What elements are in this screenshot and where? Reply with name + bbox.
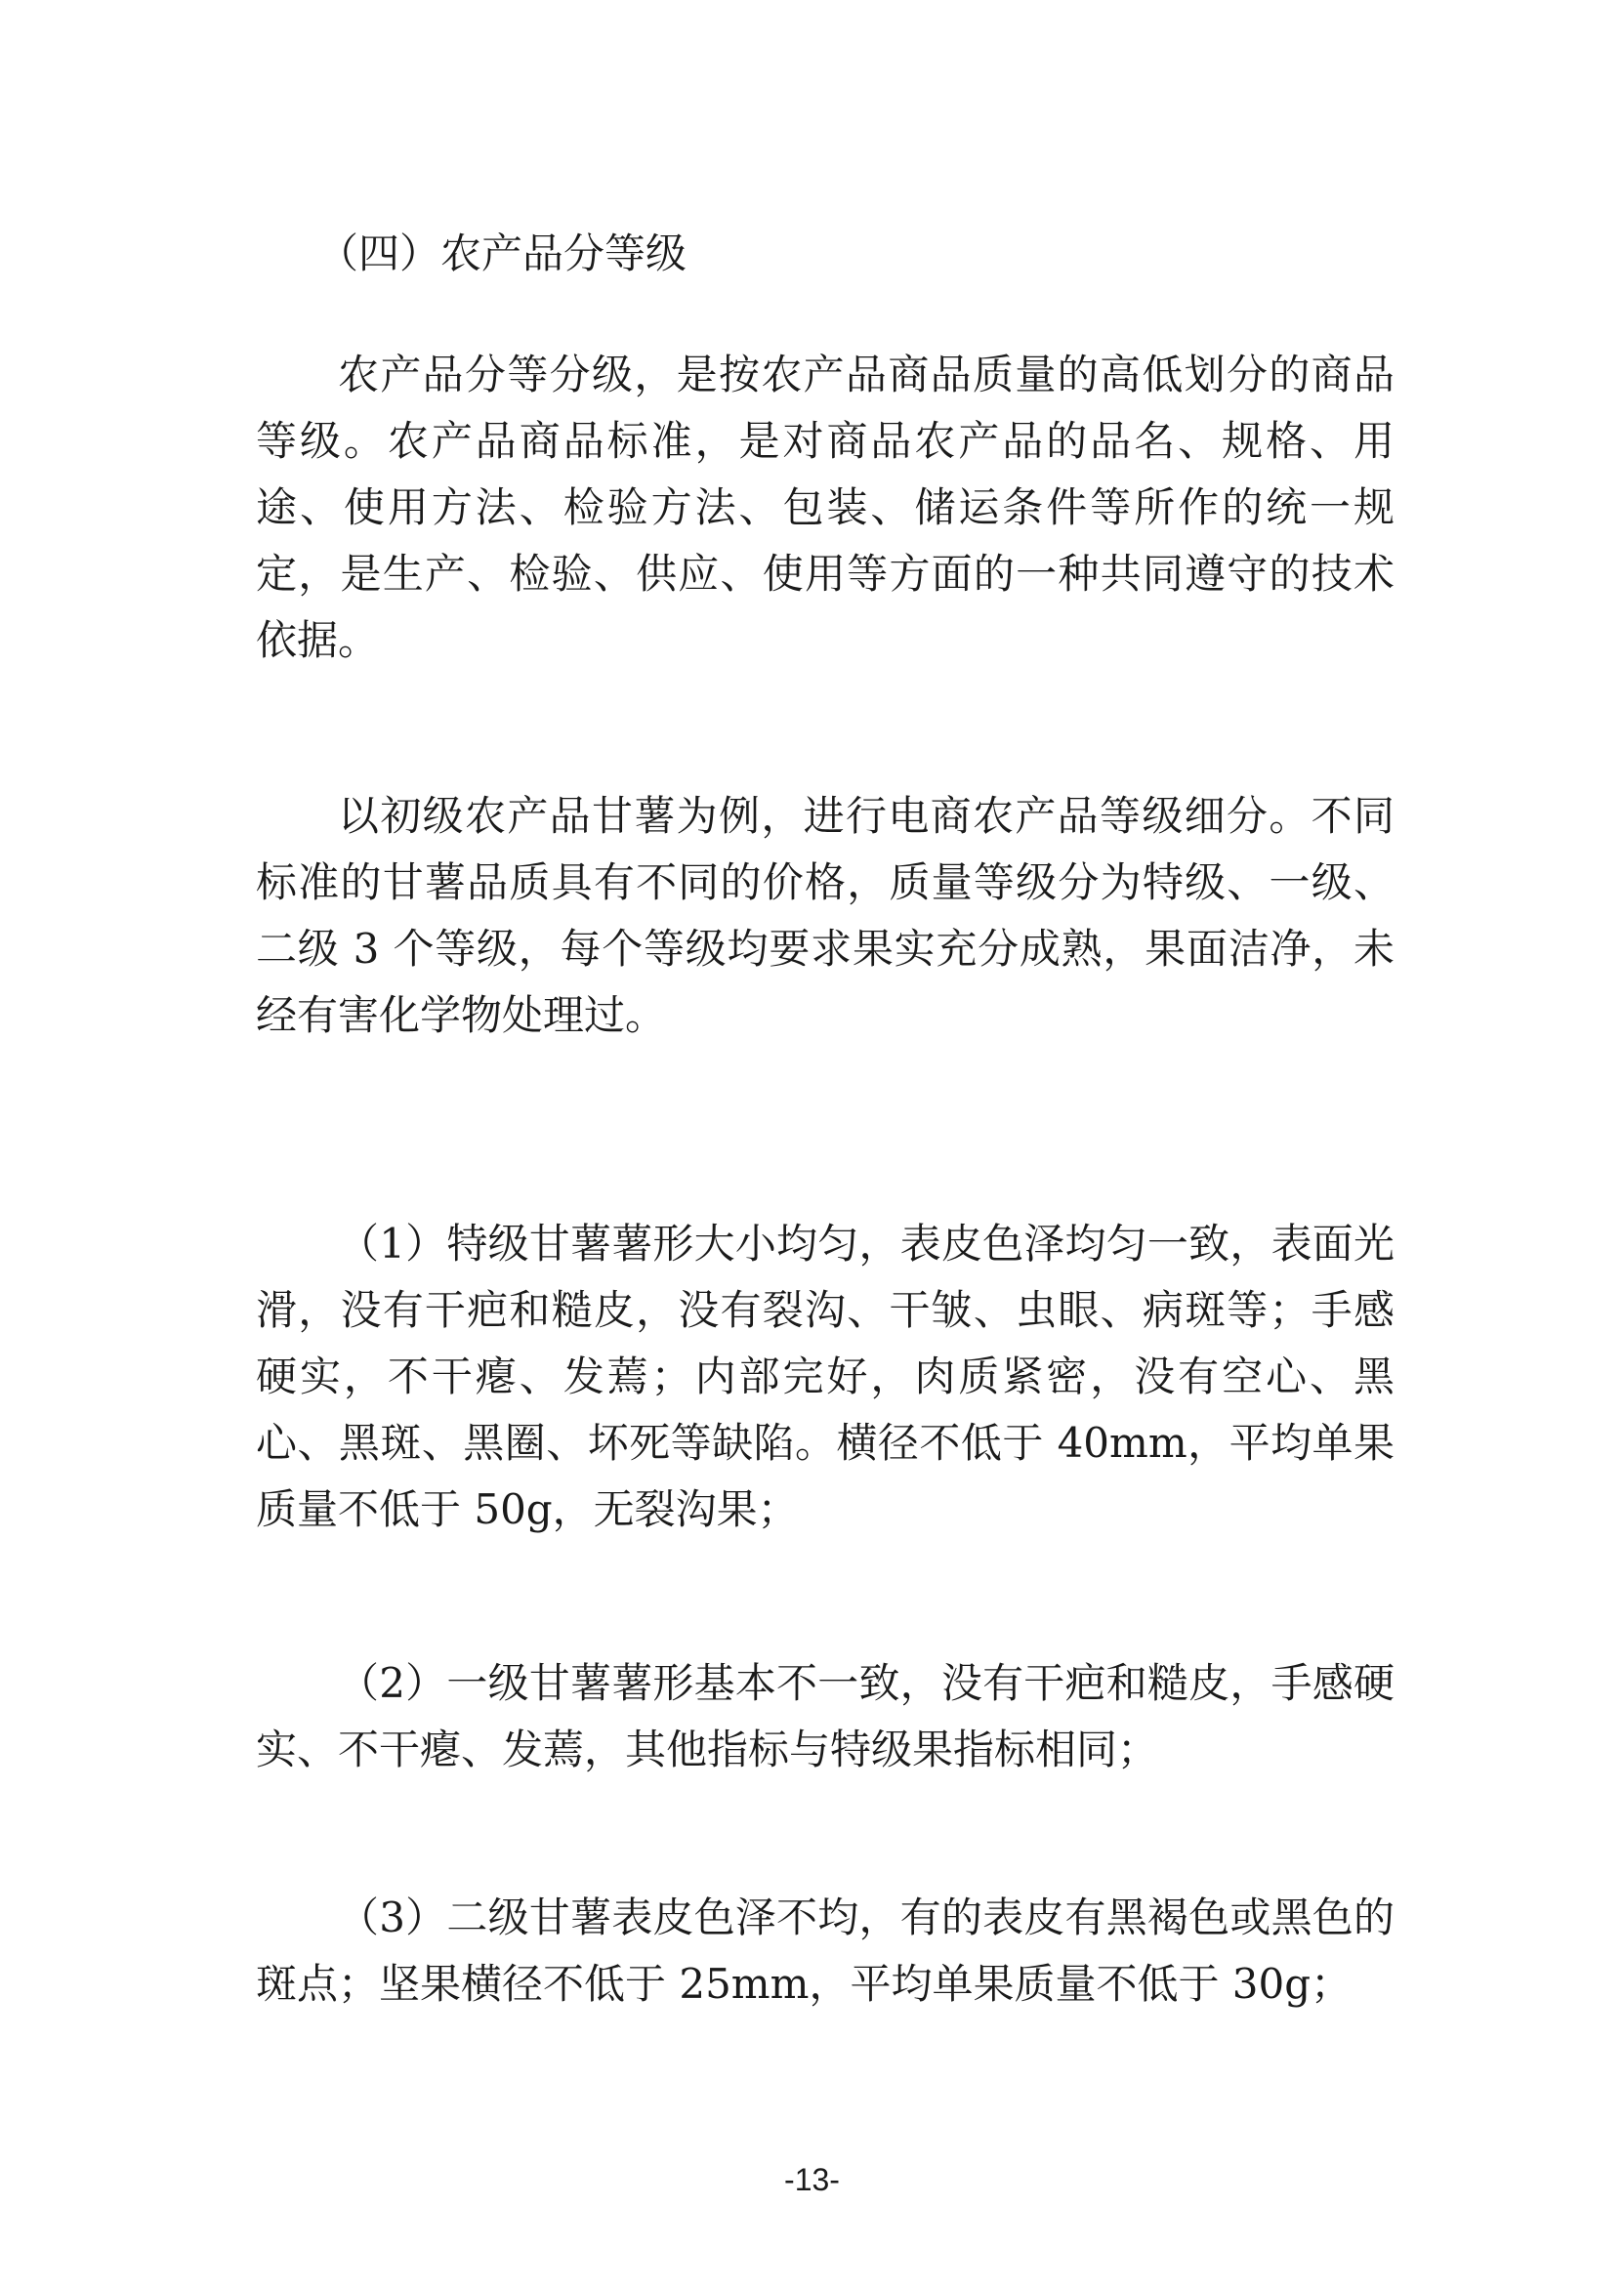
paragraph-second-grade: （3）二级甘薯表皮色泽不均，有的表皮有黑褐色或黑色的斑点；坚果横径不低于 25mm，平均单果质量不低于 30g； [256,1894,1395,2008]
section-heading: （四）农产品分等级 [317,229,687,277]
page-number: -13- [784,2162,840,2197]
paragraph-special-grade: （1）特级甘薯薯形大小均匀，表皮色泽均匀一致，表面光滑，没有干疤和糙皮，没有裂沟、干皱、虫眼、病斑等；手感硬实，不干瘪、发蔫；内部完好，肉质紧密，没有空心、黑心、黑斑、黑圈、坏死等缺陷。横径不低于 40mm，平均单果质量不低于 50g，无裂沟果； [256,1220,1395,1533]
paragraph-sweet-potato-example: 以初级农产品甘薯为例，进行电商农产品等级细分。不同标准的甘薯品质具有不同的价格，质量等级分为特级、一级、二级 3 个等级，每个等级均要求果实充分成熟，果面洁净，未经有害化学物处理过。 [256,792,1395,1039]
paragraph-grading-definition: 农产品分等分级，是按农产品商品质量的高低划分的商品等级。农产品商品标准，是对商品农产品的品名、规格、用途、使用方法、检验方法、包装、储运条件等所作的统一规定，是生产、检验、供应、使用等方面的一种共同遵守的技术依据。 [256,351,1395,664]
paragraph-first-grade: （2）一级甘薯薯形基本不一致，没有干疤和糙皮，手感硬实、不干瘪、发蔫，其他指标与特级果指标相同； [256,1659,1395,1773]
